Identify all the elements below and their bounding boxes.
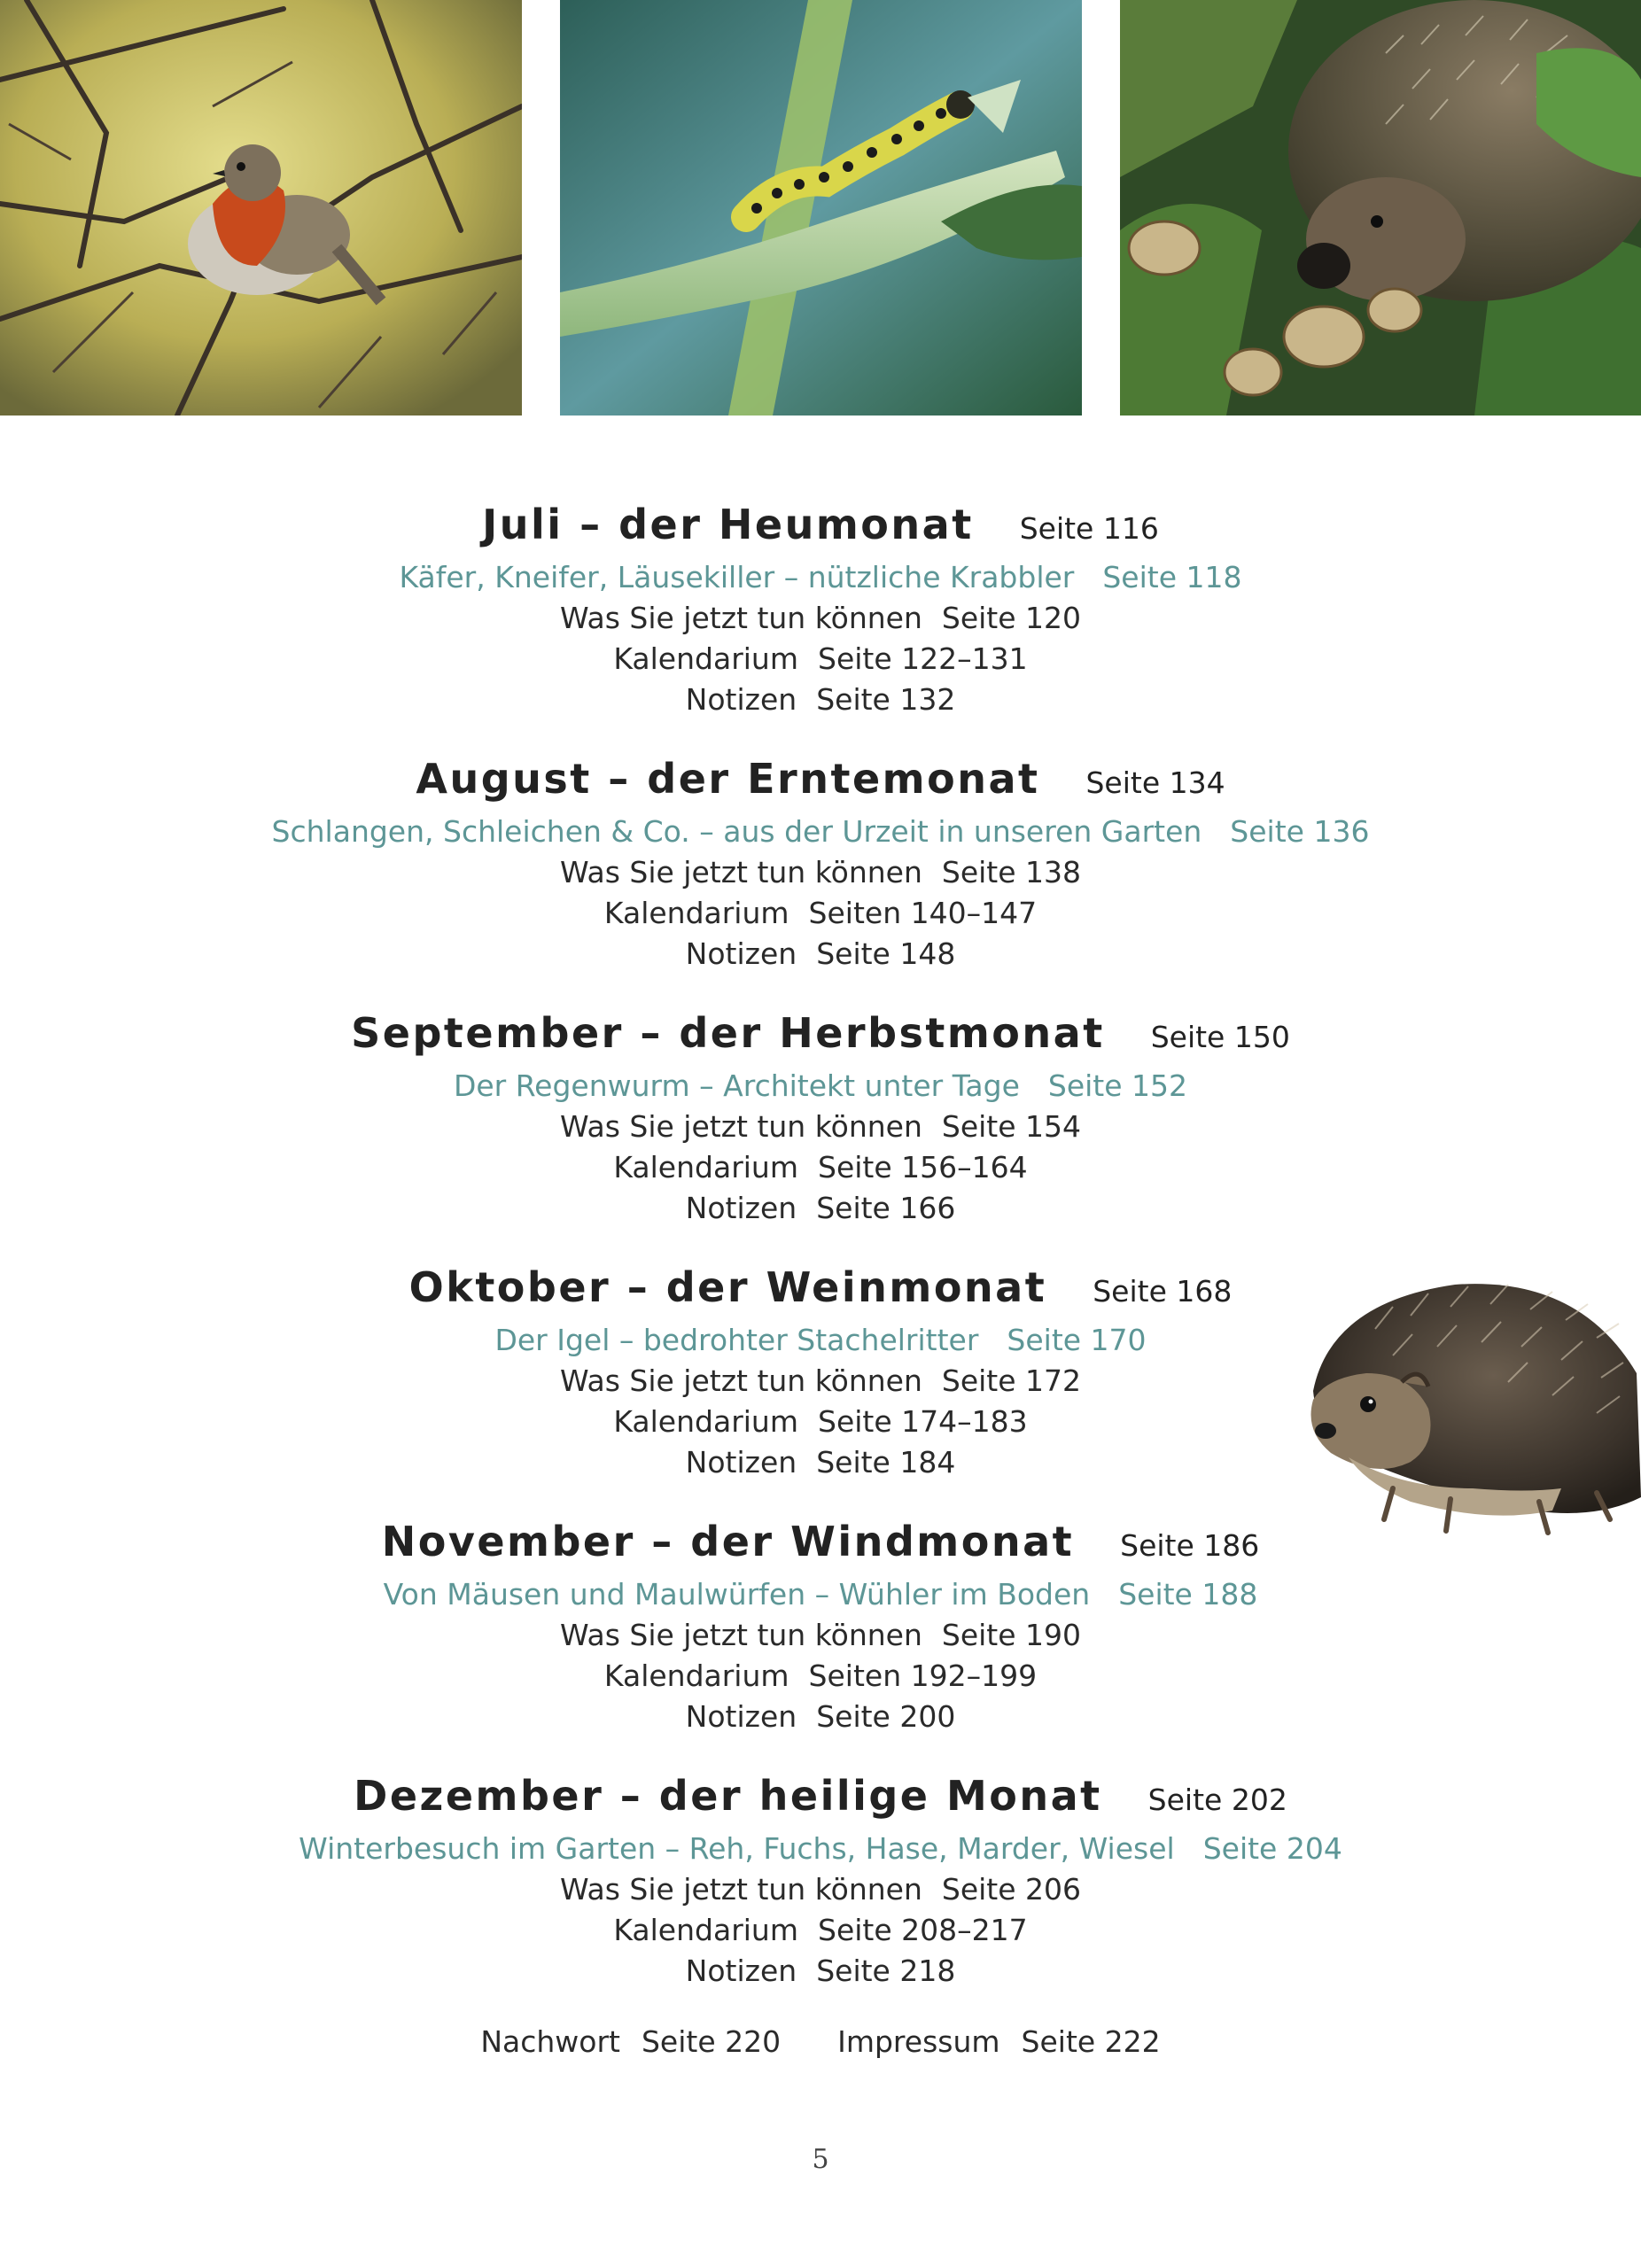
caterpillar-photo — [560, 0, 1082, 416]
toc-month-november — [0, 1513, 1641, 1737]
month-title: November – der Windmonat — [381, 1518, 1075, 1565]
feature-page: Seite 170 — [1007, 1323, 1147, 1357]
entry-label: Kalendarium — [613, 1150, 798, 1184]
toc-entry — [0, 1107, 1641, 1147]
entry-label: Was Sie jetzt tun können — [559, 601, 922, 635]
footer-page: Seite 222 — [1021, 2024, 1161, 2059]
toc-entry — [0, 893, 1641, 934]
toc-month-december — [0, 1767, 1641, 1992]
entry-page: Seite 172 — [941, 1363, 1082, 1398]
month-title: August – der Erntemonat — [416, 755, 1040, 803]
entry-page: Seite 154 — [941, 1109, 1082, 1144]
toc-entry — [0, 680, 1641, 720]
feature-page: Seite 136 — [1230, 814, 1370, 849]
toc-footer — [0, 2022, 1641, 2062]
feature-label: Von Mäusen und Maulwürfen – Wühler im Boden — [383, 1577, 1091, 1612]
toc-entry — [0, 639, 1641, 680]
toc-entry — [0, 934, 1641, 975]
feature-entry — [0, 1829, 1641, 1869]
entry-page: Seite 148 — [816, 936, 956, 971]
month-page: Seite 168 — [1093, 1274, 1233, 1309]
toc-entry — [0, 1869, 1641, 1910]
entry-label: Notizen — [685, 936, 797, 971]
toc-entry — [0, 598, 1641, 639]
entry-page: Seiten 140–147 — [808, 896, 1038, 930]
entry-page: Seite 184 — [816, 1445, 956, 1480]
month-page: Seite 186 — [1120, 1528, 1260, 1563]
feature-label: Der Regenwurm – Architekt unter Tage — [453, 1068, 1020, 1103]
feature-label: Käfer, Kneifer, Läusekiller – nützliche Krabbler — [399, 560, 1075, 594]
feature-entry — [0, 1066, 1641, 1107]
robin-photo — [0, 0, 522, 416]
entry-label: Notizen — [685, 1191, 797, 1225]
entry-label: Kalendarium — [603, 896, 789, 930]
entry-page: Seiten 192–199 — [808, 1658, 1038, 1693]
feature-page: Seite 204 — [1202, 1831, 1342, 1866]
month-page: Seite 116 — [1019, 511, 1159, 546]
month-heading — [0, 1767, 1641, 1829]
month-title: Oktober – der Weinmonat — [408, 1263, 1047, 1311]
hedgehog-photo — [1120, 0, 1641, 416]
month-heading — [0, 496, 1641, 557]
month-title: Juli – der Heumonat — [482, 501, 974, 548]
feature-entry — [0, 557, 1641, 598]
entry-label: Kalendarium — [613, 1404, 798, 1439]
feature-label: Der Igel – bedrohter Stachelritter — [494, 1323, 979, 1357]
hedgehog-illustration — [1295, 1267, 1641, 1542]
entry-label: Notizen — [685, 1699, 797, 1734]
entry-page: Seite 174–183 — [818, 1404, 1028, 1439]
entry-page: Seite 132 — [816, 682, 956, 717]
toc-month-august — [0, 750, 1641, 975]
month-page: Seite 134 — [1085, 765, 1225, 800]
feature-page: Seite 152 — [1047, 1068, 1188, 1103]
month-title: September – der Herbstmonat — [351, 1009, 1105, 1057]
entry-label: Kalendarium — [603, 1658, 789, 1693]
entry-page: Seite 208–217 — [818, 1913, 1028, 1947]
entry-page: Seite 206 — [941, 1872, 1082, 1907]
toc-entry — [0, 1656, 1641, 1697]
footer-label: Nachwort — [480, 2024, 620, 2059]
toc-month-september — [0, 1005, 1641, 1229]
entry-label: Kalendarium — [613, 1913, 798, 1947]
entry-label: Kalendarium — [613, 641, 798, 676]
entry-label: Notizen — [685, 1953, 797, 1988]
page-number: 5 — [812, 2144, 829, 2175]
entry-page: Seite 200 — [816, 1699, 956, 1734]
month-title: Dezember – der heilige Monat — [354, 1772, 1102, 1820]
footer-page: Seite 220 — [641, 2024, 782, 2059]
toc-entry — [0, 1147, 1641, 1188]
entry-label: Was Sie jetzt tun können — [559, 855, 922, 889]
toc-entry — [0, 1697, 1641, 1737]
entry-label: Was Sie jetzt tun können — [559, 1618, 922, 1652]
entry-page: Seite 138 — [941, 855, 1082, 889]
entry-label: Was Sie jetzt tun können — [559, 1872, 922, 1907]
entry-label: Was Sie jetzt tun können — [559, 1109, 922, 1144]
feature-page: Seite 188 — [1118, 1577, 1258, 1612]
entry-page: Seite 166 — [816, 1191, 956, 1225]
month-heading — [0, 1005, 1641, 1066]
toc-month-july — [0, 496, 1641, 720]
feature-page: Seite 118 — [1102, 560, 1242, 594]
entry-label: Notizen — [685, 1445, 797, 1480]
entry-page: Seite 122–131 — [818, 641, 1028, 676]
feature-entry — [0, 812, 1641, 852]
entry-page: Seite 120 — [941, 601, 1082, 635]
feature-label: Schlangen, Schleichen & Co. – aus der Urzeit in unseren Garten — [271, 814, 1202, 849]
toc-entry — [0, 1188, 1641, 1229]
toc-entry — [0, 1951, 1641, 1992]
toc-entry — [0, 852, 1641, 893]
entry-label: Was Sie jetzt tun können — [559, 1363, 922, 1398]
toc-entry — [0, 1615, 1641, 1656]
month-page: Seite 202 — [1147, 1783, 1287, 1817]
feature-entry — [0, 1574, 1641, 1615]
entry-label: Notizen — [685, 682, 797, 717]
toc-entry — [0, 1910, 1641, 1951]
month-heading — [0, 750, 1641, 812]
month-page: Seite 150 — [1150, 1020, 1290, 1054]
entry-page: Seite 218 — [816, 1953, 956, 1988]
entry-page: Seite 156–164 — [818, 1150, 1028, 1184]
feature-label: Winterbesuch im Garten – Reh, Fuchs, Hase, Marder, Wiesel — [299, 1831, 1175, 1866]
footer-label: Impressum — [837, 2024, 1000, 2059]
entry-page: Seite 190 — [941, 1618, 1082, 1652]
